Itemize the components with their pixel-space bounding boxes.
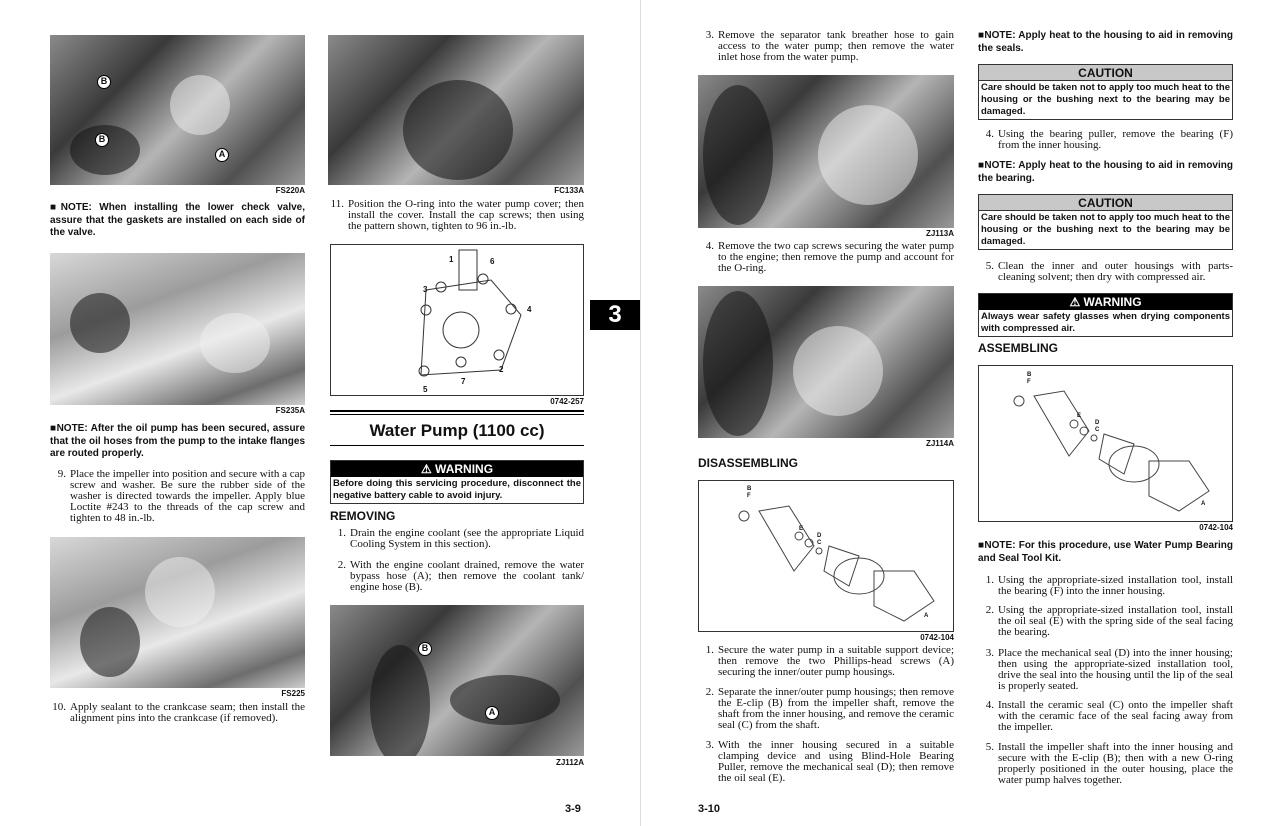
step-number: 2. bbox=[705, 686, 714, 698]
pump-cover-drawing bbox=[331, 245, 585, 397]
diagram-cover-torque-pattern bbox=[330, 244, 584, 396]
note-check-valve: ■NOTE: When installing the lower check valve, assure that the gaskets are installed on each side of the valve. bbox=[50, 202, 305, 238]
photo-zj114a bbox=[698, 286, 954, 438]
figure-caption: FS220A bbox=[275, 186, 305, 195]
figure-caption: ZJ112A bbox=[555, 758, 584, 767]
step-number: 1. bbox=[705, 644, 714, 656]
photo-zj112a bbox=[330, 605, 584, 756]
disassembling-step-3 bbox=[698, 740, 954, 784]
photo-fs220a bbox=[50, 35, 305, 185]
figure-caption: FC133A bbox=[554, 186, 584, 195]
removing-step-4 bbox=[698, 241, 954, 274]
caution-text: Care should be taken not to apply too much heat to the housing or the bushing next to the bearing may be damaged. bbox=[981, 212, 1230, 247]
part-label: F bbox=[1027, 379, 1031, 385]
part-label: D bbox=[817, 533, 822, 539]
step-10 bbox=[50, 702, 305, 724]
step-text: Clean the inner and outer housings with parts-cleaning solvent; then dry with compressed air. bbox=[998, 260, 1233, 283]
step-number: 2. bbox=[337, 559, 346, 571]
callout-b: B bbox=[95, 133, 109, 147]
step-number: 11. bbox=[330, 198, 344, 210]
part-label: F bbox=[747, 493, 751, 499]
part-label: A bbox=[1201, 501, 1206, 507]
heading-assembling: ASSEMBLING bbox=[978, 341, 1059, 355]
caution-box bbox=[978, 194, 1233, 250]
heading-removing: REMOVING bbox=[330, 509, 396, 523]
photo-fs235a bbox=[50, 253, 305, 405]
callout-b: B bbox=[418, 642, 432, 656]
photo-fc133a bbox=[328, 35, 584, 185]
disassembling-step-5 bbox=[978, 261, 1233, 283]
part-label: D bbox=[1095, 420, 1100, 426]
step-number: 4. bbox=[985, 699, 994, 711]
assembling-step-2 bbox=[978, 605, 1233, 638]
warning-text: Always wear safety glasses when drying components with compressed air. bbox=[981, 311, 1230, 334]
step-text: Install the impeller shaft into the inner housing and secure with the E-clip (B); then with a new O-ring properly positioned in the outer housing, place the water pump halves together. bbox=[998, 741, 1233, 786]
disassembling-step-1 bbox=[698, 645, 954, 678]
note-oil-hoses: ■NOTE: After the oil pump has been secured, assure that the oil hoses from the pump to the intake flanges are routed properly. bbox=[50, 423, 305, 459]
part-label: C bbox=[1095, 427, 1100, 433]
callout-a: A bbox=[215, 148, 229, 162]
note-heat-seals: ■NOTE: Apply heat to the housing to aid in removing the seals. bbox=[978, 30, 1233, 54]
step-number: 5. bbox=[985, 260, 994, 272]
assembling-step-1 bbox=[978, 575, 1233, 597]
caution-title: CAUTION bbox=[979, 195, 1232, 211]
figure-caption: ZJ114A bbox=[925, 439, 954, 448]
part-label: B bbox=[1027, 372, 1032, 378]
caution-title: CAUTION bbox=[979, 65, 1232, 81]
step-text: Place the mechanical seal (D) into the inner housing; then using the appropriate-sized installation tool, drive the seal into the housing until the lip of the seal is properly seated. bbox=[998, 647, 1233, 692]
callout-a: A bbox=[485, 706, 499, 720]
page-gutter bbox=[640, 0, 641, 826]
figure-caption: FS225 bbox=[281, 689, 305, 698]
part-label: B bbox=[747, 486, 752, 492]
section-title: Water Pump (1100 cc) bbox=[369, 421, 545, 440]
heading-disassembling: DISASSEMBLING bbox=[698, 456, 799, 470]
section-rule bbox=[330, 445, 584, 446]
note-tool-kit: ■NOTE: For this procedure, use Water Pump Bearing and Seal Tool Kit. bbox=[978, 540, 1233, 564]
warning-box bbox=[330, 460, 584, 504]
step-text: Using the appropriate-sized installation tool, install the bearing (F) into the inner housing. bbox=[998, 574, 1233, 597]
section-rule bbox=[330, 410, 584, 412]
torque-number: 4 bbox=[527, 305, 532, 314]
caution-text: Care should be taken not to apply too much heat to the housing or the bushing next to the bearing may be damaged. bbox=[981, 82, 1230, 117]
section-rule bbox=[330, 414, 584, 415]
assembling-step-3 bbox=[978, 648, 1233, 692]
step-text: With the inner housing secured in a suitable clamping device and using Blind-Hole Bearing Puller, remove the mechanical seal (D); then remove the oil seal (E). bbox=[718, 739, 954, 784]
step-number: 9. bbox=[57, 468, 66, 480]
step-text: Apply sealant to the crankcase seam; then install the alignment pins into the crankcase (if removed). bbox=[70, 701, 305, 724]
step-number: 4. bbox=[705, 240, 714, 252]
removing-step-3 bbox=[698, 30, 954, 63]
step-number: 1. bbox=[337, 527, 346, 539]
step-number: 3. bbox=[705, 29, 714, 41]
step-9 bbox=[50, 469, 305, 524]
step-number: 1. bbox=[985, 574, 994, 586]
page-number: 3-9 bbox=[565, 803, 581, 815]
step-text: Remove the separator tank breather hose to gain access to the water pump; then remove the water inlet hose from the water pump. bbox=[718, 29, 954, 63]
note-heat-bearing: ■NOTE: Apply heat to the housing to aid in removing the bearing. bbox=[978, 160, 1233, 184]
warning-title: ⚠ WARNING bbox=[979, 294, 1232, 310]
step-11 bbox=[328, 199, 584, 232]
diagram-exploded-pump bbox=[698, 480, 954, 632]
figure-caption: ZJ113A bbox=[925, 229, 954, 238]
figure-caption: 0742-104 bbox=[1199, 523, 1233, 532]
photo-fs225 bbox=[50, 537, 305, 688]
step-text: Install the ceramic seal (C) onto the impeller shaft with the ceramic face of the seal facing away from the impeller. bbox=[998, 699, 1233, 733]
step-number: 3. bbox=[705, 739, 714, 751]
exploded-pump-drawing bbox=[979, 366, 1234, 523]
part-label: C bbox=[817, 540, 822, 546]
step-text: Remove the two cap screws securing the water pump to the engine; then remove the pump and account for the O-ring. bbox=[718, 240, 954, 274]
figure-caption: FS235A bbox=[275, 406, 305, 415]
assembling-step-5 bbox=[978, 742, 1233, 786]
torque-number: 7 bbox=[461, 377, 466, 386]
warning-title: ⚠ WARNING bbox=[331, 461, 583, 477]
step-number: 2. bbox=[985, 604, 994, 616]
caution-box bbox=[978, 64, 1233, 120]
removing-step-1 bbox=[330, 528, 584, 550]
torque-number: 3 bbox=[423, 285, 428, 294]
disassembling-step-2 bbox=[698, 687, 954, 731]
step-text: Separate the inner/outer pump housings; then remove the E-clip (B) from the impeller shaft, remove the shaft from the inner housing, and remove the ceramic seal (C) from the shaft. bbox=[718, 686, 954, 731]
part-label: E bbox=[1077, 413, 1082, 419]
torque-number: 2 bbox=[499, 365, 504, 374]
step-text: Using the appropriate-sized installation tool, install the oil seal (E) with the spring side of the seal facing the bearing. bbox=[998, 604, 1233, 638]
photo-zj113a bbox=[698, 75, 954, 228]
callout-b: B bbox=[97, 75, 111, 89]
step-text: Using the bearing puller, remove the bearing (F) from the inner housing. bbox=[998, 128, 1233, 151]
warning-text: Before doing this servicing procedure, disconnect the negative battery cable to avoid injury. bbox=[333, 478, 581, 501]
chapter-tab: 3 bbox=[590, 300, 640, 330]
part-label: E bbox=[799, 526, 804, 532]
torque-number: 5 bbox=[423, 385, 428, 394]
page-number: 3-10 bbox=[698, 803, 721, 815]
figure-caption: 0742-104 bbox=[920, 633, 954, 642]
assembling-step-4 bbox=[978, 700, 1233, 733]
disassembling-step-4 bbox=[978, 129, 1233, 151]
torque-number: 6 bbox=[490, 257, 495, 266]
torque-number: 1 bbox=[449, 255, 454, 264]
step-number: 10. bbox=[52, 701, 66, 713]
step-number: 5. bbox=[985, 741, 994, 753]
exploded-pump-drawing bbox=[699, 481, 955, 633]
step-text: Secure the water pump in a suitable support device; then remove the two Phillips-head screws (A) securing the inner/outer pump housings. bbox=[718, 644, 954, 678]
figure-caption: 0742-257 bbox=[550, 397, 584, 406]
part-label: A bbox=[924, 613, 929, 619]
removing-step-2 bbox=[330, 560, 584, 593]
step-number: 4. bbox=[985, 128, 994, 140]
step-text: Place the impeller into position and secure with a cap screw and washer. Be sure the rubber side of the washer is directed towards the impeller. Apply blue Loctite #243 to the threads of the cap screw and tighten to 48 in.-lb. bbox=[70, 468, 305, 524]
step-number: 3. bbox=[985, 647, 994, 659]
diagram-exploded-pump bbox=[978, 365, 1233, 522]
step-text: Position the O-ring into the water pump cover; then install the cover. Install the cap screws; then using the pattern shown, tighten to 96 in.-lb. bbox=[348, 198, 584, 232]
step-text: Drain the engine coolant (see the appropriate Liquid Cooling System in this section). bbox=[350, 527, 584, 550]
step-text: With the engine coolant drained, remove the water bypass hose (A); then remove the coolant tank/ engine hose (B). bbox=[350, 559, 584, 593]
warning-box bbox=[978, 293, 1233, 337]
